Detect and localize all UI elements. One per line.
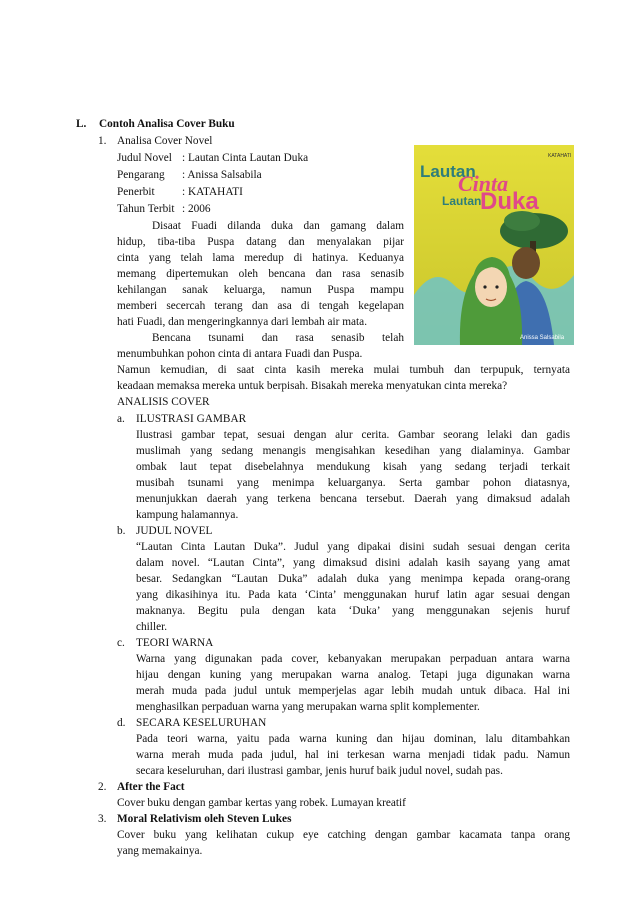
cover-title-mid: Cinta [458, 171, 509, 196]
meta-value: : Lautan Cinta Lautan Duka [182, 152, 309, 164]
sub-letter: d. [117, 717, 126, 729]
sub-line: menghasilkan perpaduan warna yang merupakan warna split komplementer. [136, 701, 480, 713]
synopsis-line: menumbuhkan pohon cinta di antara Fuadi dan Puspa. [117, 348, 363, 360]
sub-line: yang dikasihinya itu. Pada kata ‘Cinta’ menggunakan huruf latin agar sesuai dengan [136, 589, 570, 601]
synopsis-line: hidup, tiba-tiba Puspa datang dan menyalakan pijar [117, 236, 404, 248]
meta-label: Pengarang [117, 169, 165, 181]
book-cover-illustration [414, 145, 574, 345]
sub-title: TEORI WARNA [136, 637, 214, 649]
sub-line: ombak laut tepat disebelahnya mendukung kisah yang sedang terjadi terkait [136, 461, 570, 473]
meta-label: Penerbit [117, 186, 155, 198]
sub-line: maknanya. Begitu pula dengan kata ‘Duka’ yang menggunakan sejenis huruf [136, 605, 570, 617]
meta-value: : Anissa Salsabila [182, 169, 262, 181]
meta-label: Judul Novel [117, 152, 172, 164]
sub-line: chiller. [136, 621, 168, 633]
sub-line: secara keseluruhan, dari ilustrasi gambar, jenis huruf baik judul novel, sudah pas. [136, 765, 503, 777]
synopsis-line: Namun kemudian, di saat cinta kasih mereka mulai tumbuh dan terpupuk, ternyata [117, 364, 570, 376]
synopsis-line: hati Fuadi, dan mengeringkannya dari lembah air mata. [117, 316, 368, 328]
cover-title-low: Lautan [442, 194, 482, 208]
sub-letter: c. [117, 637, 125, 649]
cover-title-top: Lautan [420, 162, 476, 181]
sub-letter: a. [117, 413, 125, 425]
item3-title: Moral Relativism oleh Steven Lukes [117, 813, 292, 825]
sub-line: hijau dengan kuning yang merupakan warna analog. Tetapi juga digunakan warna [136, 669, 570, 681]
item1-title: Analisa Cover Novel [117, 135, 213, 147]
sub-line: musibah tsunami yang menimpa keluarganya. Serta gambar pohon diatasnya, [136, 477, 570, 489]
section-letter: L. [76, 118, 87, 130]
section-title: Contoh Analisa Cover Buku [99, 118, 235, 130]
sub-line: kampung halamannya. [136, 509, 239, 521]
item2-number: 2. [98, 781, 107, 793]
sub-line: Pada teori warna, yaitu pada warna kuning dan hijau dominan, lalu ditambahkan [136, 733, 570, 745]
sub-line: menunjukkan daerah yang terkena bencana tersebut. Daerah yang dimaksud adalah [136, 493, 570, 505]
cover-title-big: Duka [480, 188, 539, 215]
cover-publisher: KATAHATI [548, 153, 572, 159]
synopsis-line: keadaan memaksa mereka untuk berpisah. Bisakah mereka menyatukan cinta mereka? [117, 380, 508, 392]
synopsis-line: memang dipertemukan oleh bencana dan rasa senasib [117, 268, 404, 280]
sub-line: merah muda pada judul untuk memperjelas agar lebih mudah untuk dibaca. Hal ini [136, 685, 570, 697]
meta-label: Tahun Terbit [117, 203, 175, 215]
sub-line: muslimah yang sedang menangis mengisahkan kesedihan yang dialaminya. Gambar [136, 445, 570, 457]
meta-value: : KATAHATI [182, 186, 243, 198]
analisis-heading: ANALISIS COVER [117, 396, 210, 408]
book-cover-image [414, 145, 574, 345]
sub-title: SECARA KESELURUHAN [136, 717, 267, 729]
sub-letter: b. [117, 525, 126, 537]
sub-line: besar. Sedangkan “Lautan Duka” adalah duka yang menimpa kepada orang-orang [136, 573, 570, 585]
item2-title: After the Fact [117, 781, 185, 793]
sub-line: dalam novel. “Lautan Cinta”, yang dimaksud disini adalah kasih sayang yang amat [136, 557, 570, 569]
synopsis-line: kehilangan sanak keluarga, namun Puspa mampu [117, 284, 404, 296]
sub-line: Warna yang digunakan pada cover, kebanyakan merupakan perpaduan antara warna [136, 653, 570, 665]
sub-line: “Lautan Cinta Lautan Duka”. Judul yang dipakai disini sudah sesuai dengan cerita [136, 541, 570, 553]
item1-number: 1. [98, 135, 107, 147]
cover-author: Anissa Salsabila [520, 335, 565, 341]
synopsis-line: Bencana tsunami dan rasa senasib telah [152, 332, 404, 344]
synopsis-line: cinta yang telah lama meredup di hatinya. Keduanya [117, 252, 404, 264]
item3-number: 3. [98, 813, 107, 825]
synopsis-line: Disaat Fuadi dilanda duka dan gamang dalam [152, 220, 404, 232]
item2-text: Cover buku dengan gambar kertas yang robek. Lumayan kreatif [117, 797, 406, 809]
sub-title: ILUSTRASI GAMBAR [136, 413, 247, 425]
item3-line: yang memakainya. [117, 845, 203, 857]
meta-value: : 2006 [182, 203, 211, 215]
synopsis-line: memberi secercah terang dan asa di tengah kegelapan [117, 300, 404, 312]
sub-line: warna merah muda pada judul, hal ini terkesan warna menjadi tidak padu. Namun [136, 749, 570, 761]
item3-line: Cover buku yang kelihatan cukup eye catching dengan gambar kacamata tanpa orang [117, 829, 570, 841]
sub-title: JUDUL NOVEL [136, 525, 213, 537]
sub-line: Ilustrasi gambar tepat, sesuai dengan alur cerita. Gambar seorang lelaki dan gadis [136, 429, 570, 441]
